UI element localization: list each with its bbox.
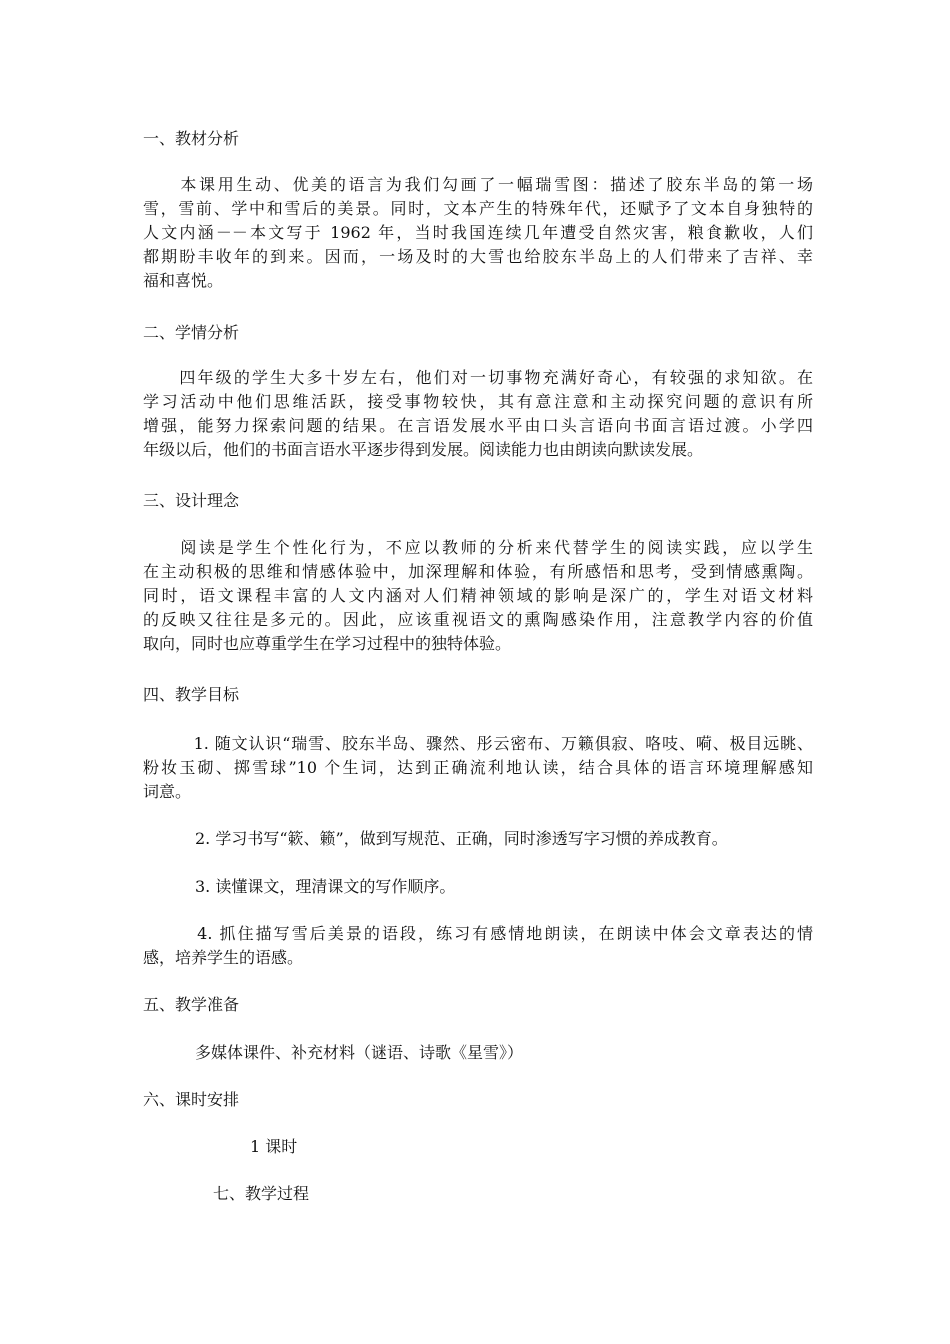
paragraph-line: 增强，能努力探索问题的结果。在言语发展水平由口头言语向书面言语过渡。小学四 bbox=[143, 416, 813, 435]
section-paragraph-3 bbox=[143, 536, 813, 656]
teaching-goal-2: 2. 学习书写“簌、籁”，做到写规范、正确，同时渗透写字习惯的养成教育。 bbox=[195, 829, 728, 848]
paragraph-line: 4. 抓住描写雪后美景的语段，练习有感情地朗读，在朗读中体会文章表达的情 bbox=[143, 924, 813, 943]
paragraph-line: 粉妆玉砌、掷雪球”10 个生词，达到正确流利地认读，结合具体的语言环境理解感知 bbox=[143, 758, 813, 777]
teaching-goal-3: 3. 读懂课文，理清课文的写作顺序。 bbox=[195, 877, 456, 896]
paragraph-line: 都期盼丰收年的到来。因而，一场及时的大雪也给胶东半岛上的人们带来了吉祥、幸 bbox=[143, 247, 813, 266]
paragraph-line: 取向，同时也应尊重学生在学习过程中的独特体验。 bbox=[143, 634, 512, 653]
section-paragraph-2 bbox=[143, 366, 813, 462]
teaching-goal-1 bbox=[143, 732, 813, 804]
paragraph-line: 雪，雪前、学中和雪后的美景。同时，文本产生的特殊年代，还赋予了文本自身独特的 bbox=[143, 199, 813, 218]
paragraph-line: 人文内涵－－本文写于 1962 年，当时我国连续几年遭受自然灾害，粮食歉收，人们 bbox=[143, 223, 813, 242]
class-hours: 1 课时 bbox=[250, 1137, 298, 1156]
paragraph-line: 阅读是学生个性化行为，不应以教师的分析来代替学生的阅读实践，应以学生 bbox=[143, 538, 813, 557]
paragraph-line: 1. 随文认识“瑞雪、胶东半岛、骤然、彤云密布、万籁俱寂、咯吱、嗬、极目远眺、 bbox=[143, 734, 813, 753]
section-heading-7: 七、教学过程 bbox=[213, 1184, 310, 1203]
teaching-materials: 多媒体课件、补充材料（谜语、诗歌《星雪》） bbox=[195, 1043, 524, 1062]
paragraph-line: 学习活动中他们思维活跃，接受事物较快，其有意注意和主动探究问题的意识有所 bbox=[143, 392, 813, 411]
paragraph-line: 感，培养学生的语感。 bbox=[143, 948, 304, 967]
paragraph-line: 同时，语文课程丰富的人文内涵对人们精神领域的影响是深广的，学生对语文材料 bbox=[143, 586, 813, 605]
section-heading-1: 一、教材分析 bbox=[143, 129, 240, 148]
paragraph-line: 本课用生动、优美的语言为我们勾画了一幅瑞雪图：描述了胶东半岛的第一场 bbox=[143, 175, 813, 194]
section-heading-6: 六、课时安排 bbox=[143, 1090, 240, 1109]
section-heading-4: 四、教学目标 bbox=[143, 685, 240, 704]
paragraph-line: 在主动积极的思维和情感体验中，加深理解和体验，有所感悟和思考，受到情感熏陶。 bbox=[143, 562, 813, 581]
section-paragraph-1 bbox=[143, 173, 813, 293]
paragraph-line: 的反映又往往是多元的。因此，应该重视语文的熏陶感染作用，注意教学内容的价值 bbox=[143, 610, 813, 629]
paragraph-line: 年级以后，他们的书面言语水平逐步得到发展。阅读能力也由朗读向默读发展。 bbox=[143, 440, 704, 459]
paragraph-line: 福和喜悦。 bbox=[143, 271, 224, 290]
section-heading-2: 二、学情分析 bbox=[143, 323, 240, 342]
section-heading-5: 五、教学准备 bbox=[143, 995, 240, 1014]
paragraph-line: 四年级的学生大多十岁左右，他们对一切事物充满好奇心，有较强的求知欲。在 bbox=[143, 368, 813, 387]
paragraph-line: 词意。 bbox=[143, 782, 192, 801]
section-heading-3: 三、设计理念 bbox=[143, 491, 240, 510]
teaching-goal-4 bbox=[143, 922, 813, 970]
